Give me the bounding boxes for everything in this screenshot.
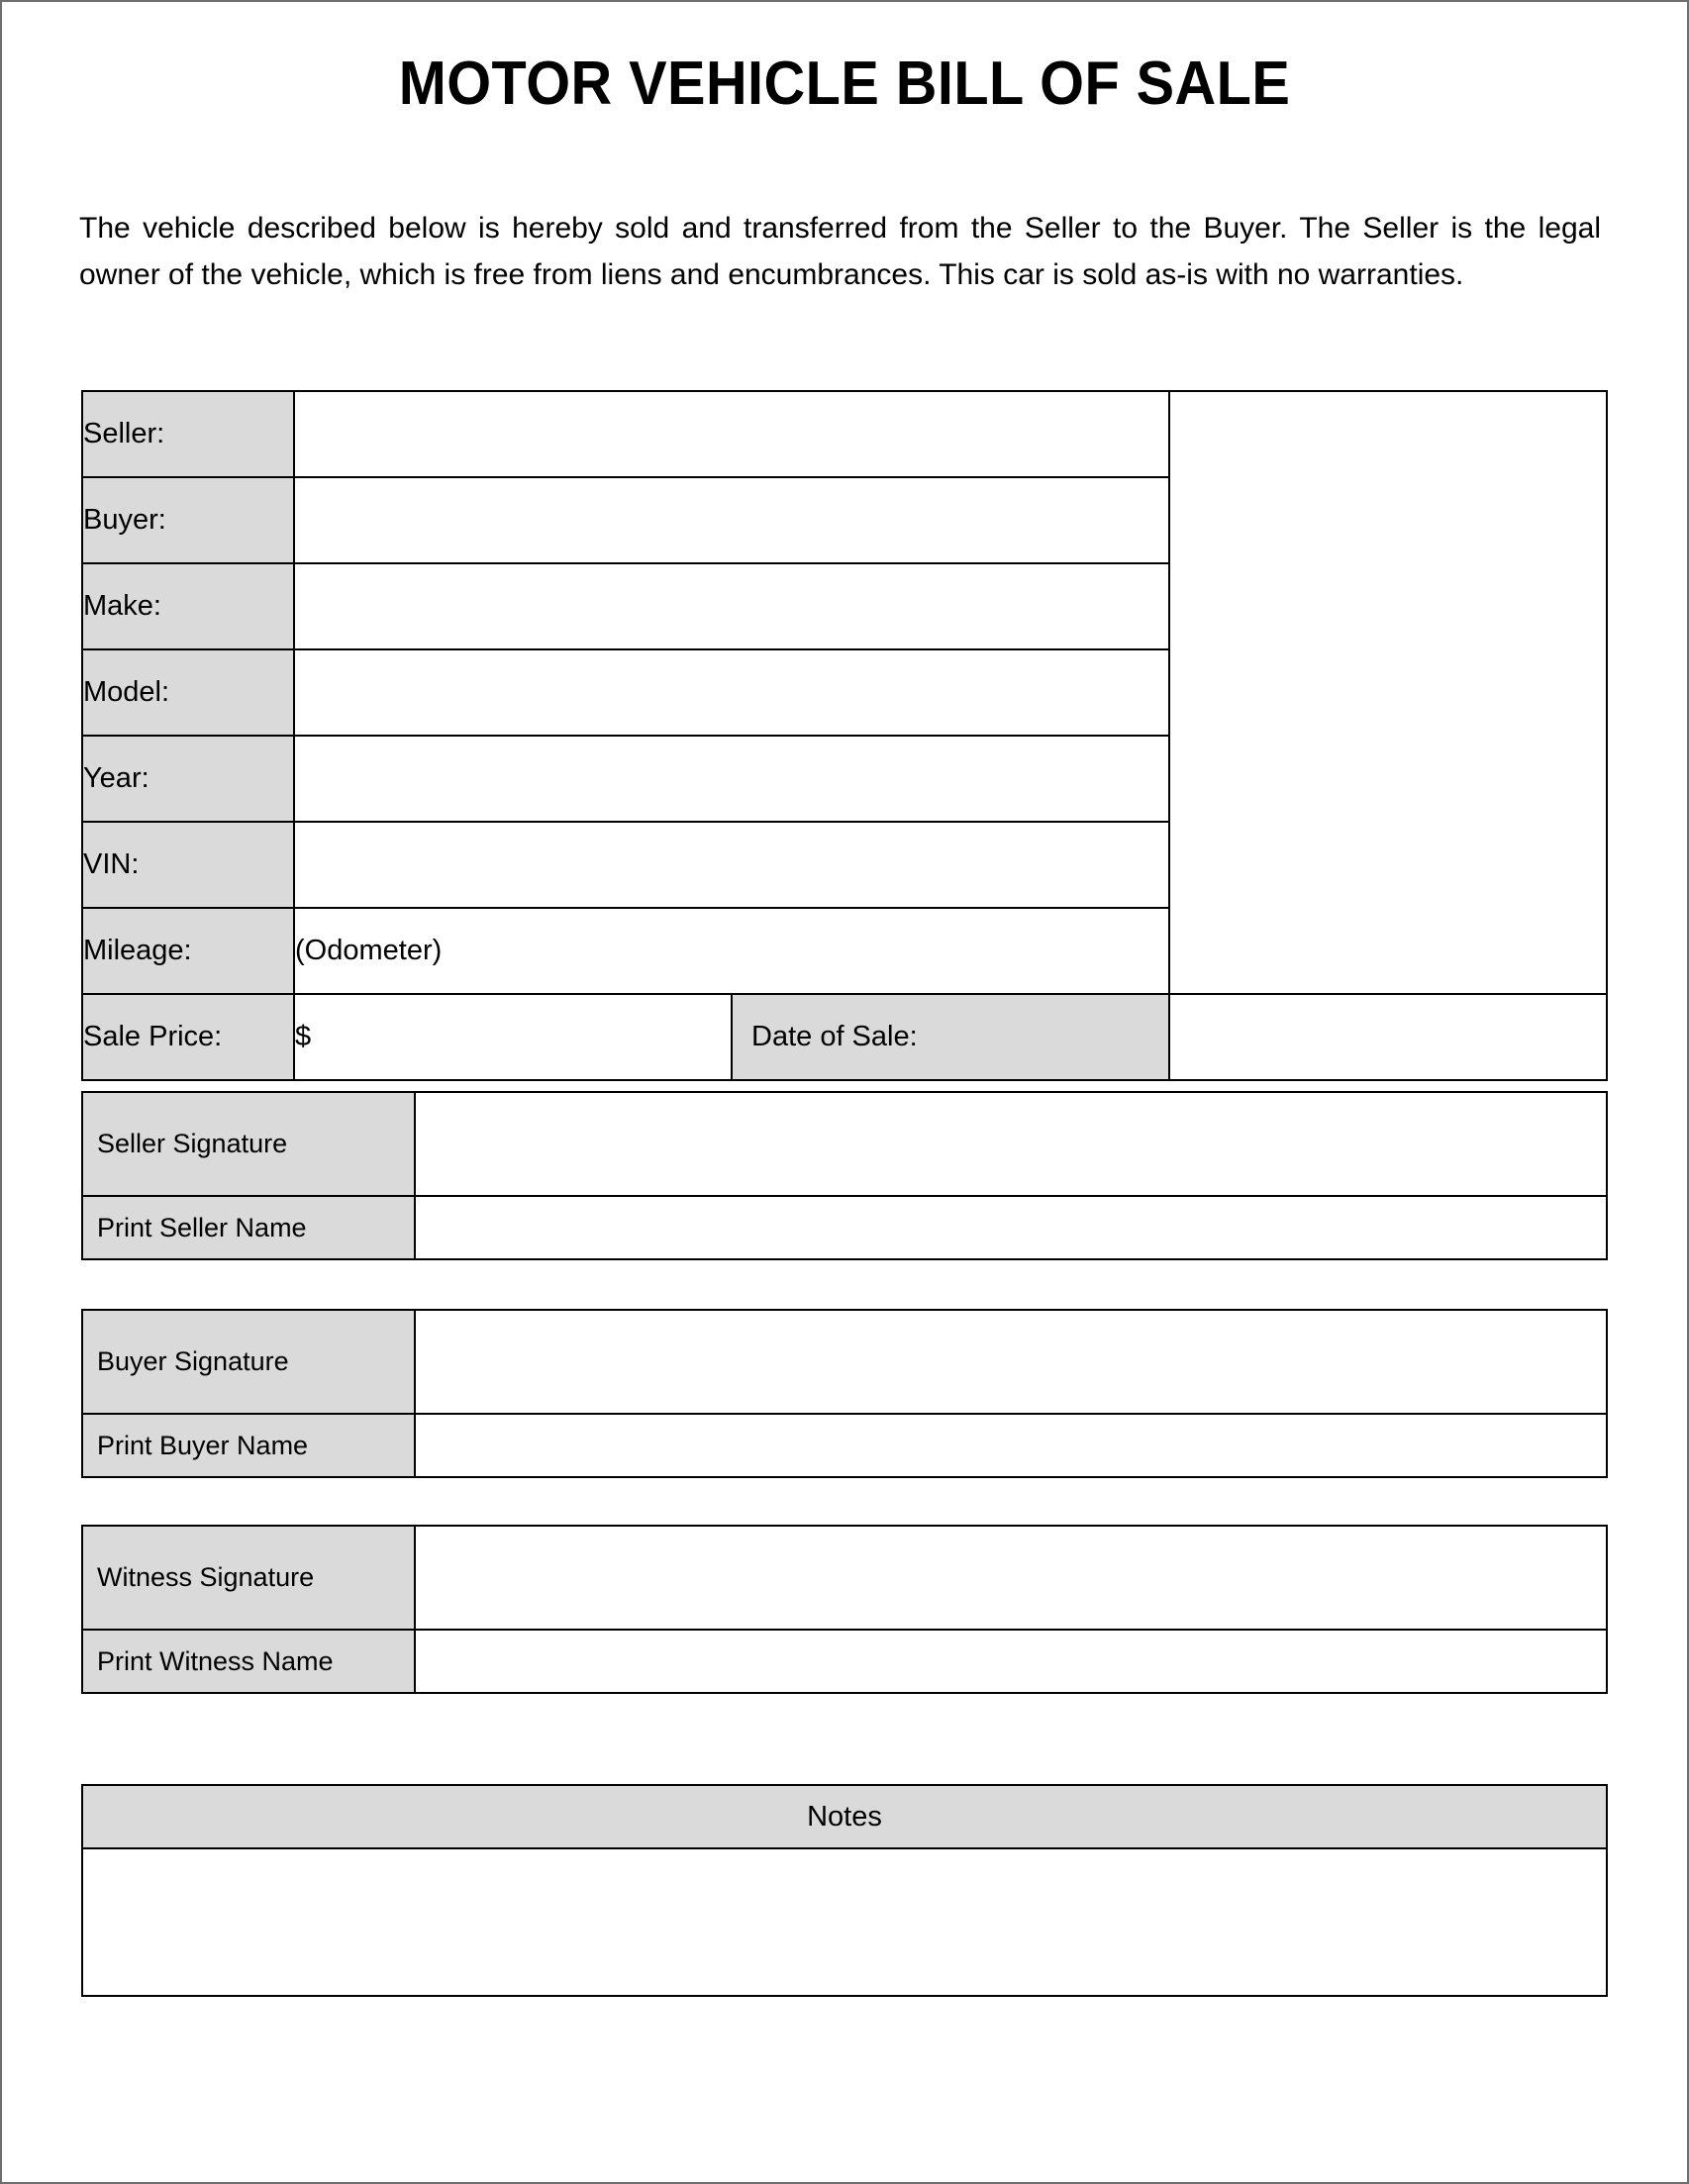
field-input-sale-price[interactable]: $: [294, 994, 732, 1080]
table-row: [82, 736, 1607, 822]
table-row: [82, 391, 1607, 477]
seller-signature-block: [81, 1091, 1608, 1260]
field-label-buyer-signature: Buyer Signature: [82, 1310, 415, 1414]
field-label-seller: Seller:: [82, 391, 294, 477]
field-input-print-seller-name[interactable]: [415, 1196, 1607, 1259]
field-input-seller[interactable]: [294, 391, 1169, 477]
field-label-mileage: Mileage:: [82, 908, 294, 994]
notes-header-label: Notes: [82, 1785, 1607, 1848]
field-label-print-seller-name: Print Seller Name: [82, 1196, 415, 1259]
page-title: MOTOR VEHICLE BILL OF SALE: [398, 50, 1291, 118]
field-label-sale-price: Sale Price:: [82, 994, 294, 1080]
notes-section: [81, 1784, 1608, 1997]
table-row: [82, 1092, 1607, 1196]
field-label-model: Model:: [82, 649, 294, 736]
field-input-year[interactable]: [294, 736, 1169, 822]
witness-signature-block: [81, 1525, 1608, 1694]
field-input-print-witness-name[interactable]: [415, 1630, 1607, 1693]
field-input-buyer[interactable]: [294, 477, 1169, 563]
vehicle-details-table: [81, 390, 1608, 1081]
field-input-model[interactable]: [294, 649, 1169, 736]
field-label-year: Year:: [82, 736, 294, 822]
intro-paragraph: The vehicle described below is hereby sold and transferred from the Seller to the Buyer. The Seller is the legal owner of the vehicle, which is free from liens and encumbrances. This car is sold as-is with no warranties.: [79, 212, 1601, 291]
page-content: [2, 2, 1687, 2182]
table-row: [82, 477, 1607, 563]
field-label-witness-signature: Witness Signature: [82, 1526, 415, 1630]
table-row: [82, 649, 1607, 736]
table-row: [82, 1196, 1607, 1259]
field-label-date-of-sale: Date of Sale:: [732, 994, 1169, 1080]
notes-input[interactable]: [82, 1848, 1607, 1996]
table-row: [82, 1848, 1607, 1996]
table-row: [82, 908, 1607, 994]
table-row: [82, 1785, 1607, 1848]
table-row: [82, 1310, 1607, 1414]
table-row: [82, 822, 1607, 908]
buyer-signature-block: [81, 1309, 1608, 1478]
field-input-vin[interactable]: [294, 822, 1169, 908]
field-input-buyer-signature[interactable]: [415, 1310, 1607, 1414]
field-label-print-witness-name: Print Witness Name: [82, 1630, 415, 1693]
field-input-witness-signature[interactable]: [415, 1526, 1607, 1630]
table-row: [82, 1526, 1607, 1630]
field-input-date-of-sale[interactable]: [1169, 994, 1607, 1080]
field-input-seller-signature[interactable]: [415, 1092, 1607, 1196]
table-row: [82, 563, 1607, 649]
field-label-buyer: Buyer:: [82, 477, 294, 563]
table-row: [82, 994, 1607, 1080]
field-input-print-buyer-name[interactable]: [415, 1414, 1607, 1477]
field-label-print-buyer-name: Print Buyer Name: [82, 1414, 415, 1477]
table-row: [82, 1630, 1607, 1693]
field-input-make[interactable]: [294, 563, 1169, 649]
table-row: [82, 1414, 1607, 1477]
field-input-mileage[interactable]: (Odometer): [294, 908, 1169, 994]
field-label-make: Make:: [82, 563, 294, 649]
field-label-seller-signature: Seller Signature: [82, 1092, 415, 1196]
field-label-vin: VIN:: [82, 822, 294, 908]
